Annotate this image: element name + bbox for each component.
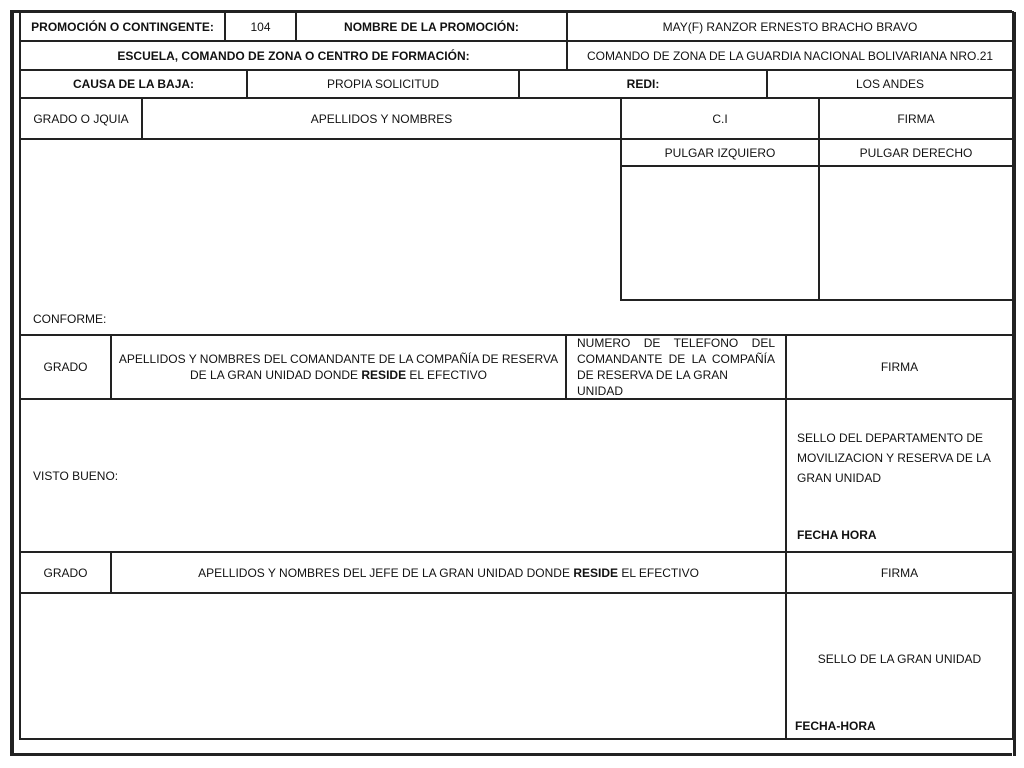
firma-header: FIRMA	[897, 111, 935, 126]
promocion-value: 104	[250, 19, 271, 34]
sello-line-2: MOVILIZACION Y RESERVA DE LA	[797, 451, 991, 465]
promocion-label: PROMOCIÓN O CONTINGENTE:	[31, 19, 214, 34]
nombre-promocion-label: NOMBRE DE LA PROMOCIÓN:	[344, 19, 519, 34]
telefono-comandante-header	[567, 336, 785, 398]
firma-header-3: FIRMA	[880, 565, 919, 580]
grado-jquia-header: GRADO O JQUIA	[33, 111, 129, 126]
grado-header-2: GRADO	[43, 360, 88, 374]
sello-line-3: GRAN UNIDAD	[797, 471, 882, 485]
sello-line-1: SELLO DEL DEPARTAMENTO DE	[797, 431, 984, 445]
fecha-hora-label: FECHA HORA	[797, 528, 877, 542]
pulgar-derecho-header: PULGAR DERECHO	[859, 145, 973, 160]
nombre-promocion-value: MAY(F) RANZOR ERNESTO BRACHO BRAVO	[662, 19, 918, 34]
telefono-line-2: COMANDANTE DE LA COMPAÑÍA	[577, 352, 775, 366]
redi-label: REDI:	[626, 77, 660, 91]
pulgar-derecho-box[interactable]	[820, 167, 1012, 299]
firma-header-2: FIRMA	[880, 360, 919, 374]
conforme-label: CONFORME:	[33, 312, 107, 326]
causa-baja-label: CAUSA DE LA BAJA:	[72, 77, 195, 91]
jefe-apellidos-header	[112, 553, 785, 592]
jefe-apellidos-text: APELLIDOS Y NOMBRES DEL JEFE DE LA GRAN UNIDAD DONDE RESIDE EL EFECTIVO	[198, 565, 699, 580]
telefono-line-1: NUMERO DE TELEFONO DEL	[577, 336, 775, 350]
fecha-hora-label-2: FECHA-HORA	[795, 719, 876, 733]
visto-bueno-label: VISTO BUENO:	[33, 468, 119, 483]
telefono-line-3: DE RESERVA DE LA GRAN UNIDAD	[577, 368, 728, 398]
causa-baja-value: PROPIA SOLICITUD	[326, 77, 440, 91]
thumb-box-bottom	[620, 299, 1012, 301]
apellidos-nombres-header: APELLIDOS Y NOMBRES	[310, 111, 453, 126]
comandante-apellidos-header	[112, 336, 565, 398]
baja-form	[19, 11, 1014, 740]
grado-header-3: GRADO	[43, 565, 88, 580]
pulgar-izquierdo-header: PULGAR IZQUIERO	[664, 145, 776, 160]
escuela-value: COMANDO DE ZONA DE LA GUARDIA NACIONAL BOLIVARIANA NRO.21	[586, 48, 994, 63]
escuela-label: ESCUELA, COMANDO DE ZONA O CENTRO DE FORMACIÓN:	[117, 48, 470, 63]
comandante-apellidos-text: APELLIDOS Y NOMBRES DEL COMANDANTE DE LA COMPAÑÍA DE RESERVA DE LA GRAN UNIDAD DONDE RESIDE EL EFECTIVO	[118, 352, 559, 382]
sello-gran-unidad-label: SELLO DE LA GRAN UNIDAD	[817, 652, 982, 666]
redi-value: LOS ANDES	[855, 77, 925, 91]
row-divider-9	[21, 592, 1012, 594]
sello-departamento-label	[787, 423, 1012, 493]
ci-header: C.I	[712, 111, 728, 126]
pulgar-izquierdo-box[interactable]	[622, 167, 818, 299]
